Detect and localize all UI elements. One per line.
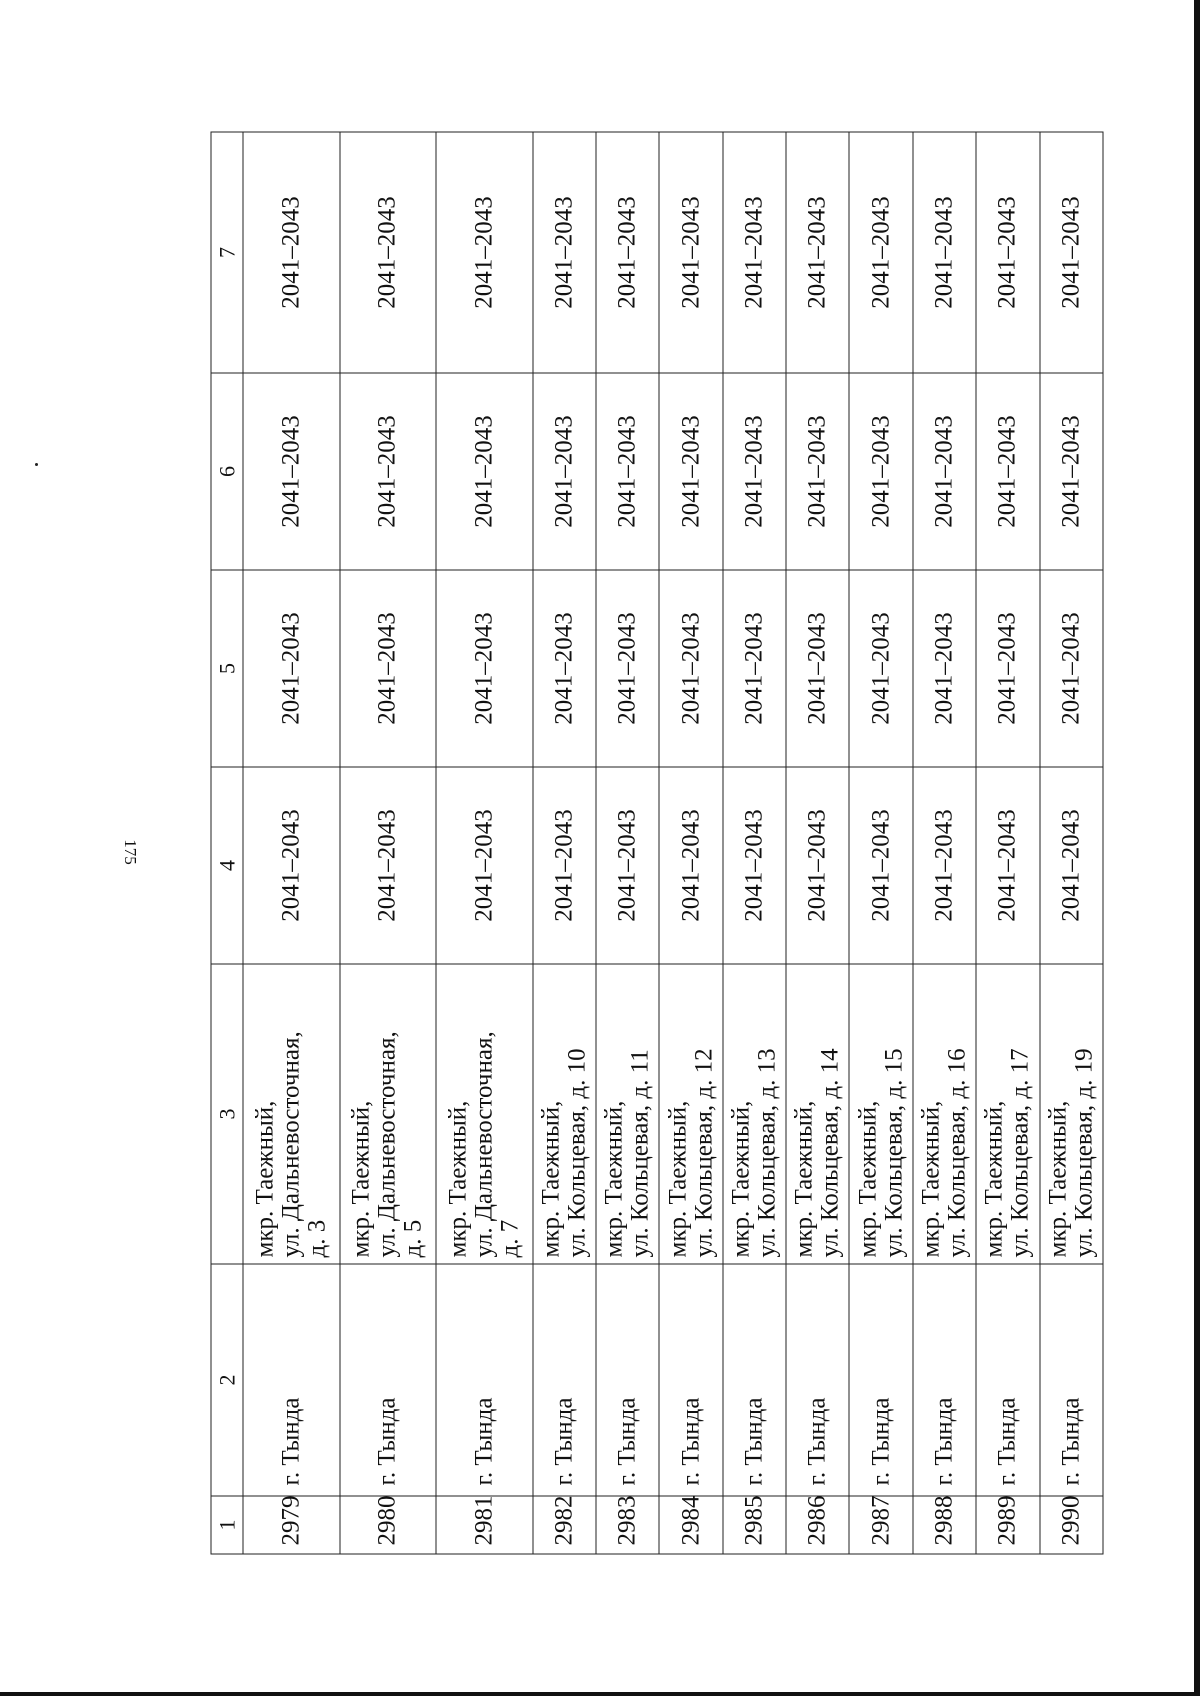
- row-number-cell: 2986: [786, 1496, 849, 1554]
- period-cell-col6: 2041–2043: [723, 373, 786, 570]
- period-cell-col6: 2041–2043: [436, 373, 533, 570]
- column-number-2: 2: [211, 1264, 243, 1496]
- period-cell-col7: 2041–2043: [340, 132, 437, 373]
- period-cell-col6: 2041–2043: [1040, 373, 1103, 570]
- column-number-5: 5: [211, 570, 243, 767]
- period-cell-col5: 2041–2043: [533, 570, 596, 767]
- period-cell-col4: 2041–2043: [1040, 767, 1103, 964]
- period-cell-col6: 2041–2043: [243, 373, 340, 570]
- row-number-cell: 2982: [533, 1496, 596, 1554]
- period-cell-col6: 2041–2043: [913, 373, 976, 570]
- period-cell-col5: 2041–2043: [976, 570, 1039, 767]
- city-cell: г. Тында: [533, 1264, 596, 1496]
- row-number-cell: 2980: [340, 1496, 437, 1554]
- period-cell-col4: 2041–2043: [849, 767, 912, 964]
- row-number-cell: 2985: [723, 1496, 786, 1554]
- row-number-cell: 2984: [659, 1496, 722, 1554]
- city-cell: г. Тында: [976, 1264, 1039, 1496]
- table-row: [723, 132, 786, 1554]
- row-number-cell: 2987: [849, 1496, 912, 1554]
- address-cell: мкр. Таежный, ул. Кольцевая, д. 13: [723, 964, 786, 1264]
- period-cell-col7: 2041–2043: [596, 132, 659, 373]
- column-number-6: 6: [211, 373, 243, 570]
- table-row: [976, 132, 1039, 1554]
- period-cell-col6: 2041–2043: [849, 373, 912, 570]
- city-cell: г. Тында: [243, 1264, 340, 1496]
- table-row: [533, 132, 596, 1554]
- period-cell-col7: 2041–2043: [659, 132, 722, 373]
- table-body: [211, 132, 1103, 1554]
- address-cell: мкр. Таежный, ул. Кольцевая, д. 11: [596, 964, 659, 1264]
- column-number-3: 3: [211, 964, 243, 1264]
- period-cell-col7: 2041–2043: [723, 132, 786, 373]
- row-number-cell: 2988: [913, 1496, 976, 1554]
- address-cell: мкр. Таежный, ул. Дальневосточная, д. 3: [243, 964, 340, 1264]
- city-cell: г. Тында: [340, 1264, 437, 1496]
- address-cell: мкр. Таежный, ул. Кольцевая, д. 19: [1040, 964, 1103, 1264]
- period-cell-col4: 2041–2043: [723, 767, 786, 964]
- period-cell-col4: 2041–2043: [913, 767, 976, 964]
- city-cell: г. Тында: [913, 1264, 976, 1496]
- period-cell-col6: 2041–2043: [340, 373, 437, 570]
- table-row: [849, 132, 912, 1554]
- period-cell-col7: 2041–2043: [976, 132, 1039, 373]
- city-cell: г. Тында: [723, 1264, 786, 1496]
- row-number-cell: 2979: [243, 1496, 340, 1554]
- table-row: [596, 132, 659, 1554]
- address-cell: мкр. Таежный, ул. Кольцевая, д. 17: [976, 964, 1039, 1264]
- period-cell-col5: 2041–2043: [786, 570, 849, 767]
- period-cell-col7: 2041–2043: [436, 132, 533, 373]
- period-cell-col7: 2041–2043: [533, 132, 596, 373]
- table-row: [659, 132, 722, 1554]
- scan-edge-right: [1194, 0, 1200, 1696]
- column-number-7: 7: [211, 132, 243, 373]
- period-cell-col5: 2041–2043: [340, 570, 437, 767]
- period-cell-col4: 2041–2043: [340, 767, 437, 964]
- period-cell-col7: 2041–2043: [786, 132, 849, 373]
- period-cell-col4: 2041–2043: [533, 767, 596, 964]
- table-row: [786, 132, 849, 1554]
- period-cell-col5: 2041–2043: [849, 570, 912, 767]
- period-cell-col6: 2041–2043: [976, 373, 1039, 570]
- period-cell-col4: 2041–2043: [596, 767, 659, 964]
- period-cell-col4: 2041–2043: [659, 767, 722, 964]
- address-cell: мкр. Таежный, ул. Кольцевая, д. 14: [786, 964, 849, 1264]
- table-row: [913, 132, 976, 1554]
- address-cell: мкр. Таежный, ул. Дальневосточная, д. 7: [436, 964, 533, 1264]
- table-row: [1040, 132, 1103, 1554]
- column-number-1: 1: [211, 1496, 243, 1554]
- rotated-table-container: [211, 132, 1104, 1554]
- period-cell-col4: 2041–2043: [436, 767, 533, 964]
- row-number-cell: 2983: [596, 1496, 659, 1554]
- period-cell-col5: 2041–2043: [1040, 570, 1103, 767]
- address-cell: мкр. Таежный, ул. Кольцевая, д. 16: [913, 964, 976, 1264]
- scan-speck: [35, 463, 38, 466]
- city-cell: г. Тында: [849, 1264, 912, 1496]
- city-cell: г. Тында: [436, 1264, 533, 1496]
- period-cell-col5: 2041–2043: [659, 570, 722, 767]
- table-row: [436, 132, 533, 1554]
- schedule-table: [211, 131, 1104, 1554]
- city-cell: г. Тында: [1040, 1264, 1103, 1496]
- period-cell-col5: 2041–2043: [596, 570, 659, 767]
- row-number-cell: 2981: [436, 1496, 533, 1554]
- period-cell-col7: 2041–2043: [243, 132, 340, 373]
- period-cell-col4: 2041–2043: [976, 767, 1039, 964]
- city-cell: г. Тында: [596, 1264, 659, 1496]
- period-cell-col6: 2041–2043: [659, 373, 722, 570]
- period-cell-col5: 2041–2043: [723, 570, 786, 767]
- city-cell: г. Тында: [659, 1264, 722, 1496]
- period-cell-col5: 2041–2043: [243, 570, 340, 767]
- period-cell-col4: 2041–2043: [786, 767, 849, 964]
- period-cell-col6: 2041–2043: [596, 373, 659, 570]
- table-row: [340, 132, 437, 1554]
- address-cell: мкр. Таежный, ул. Дальневосточная, д. 5: [340, 964, 437, 1264]
- row-number-cell: 2989: [976, 1496, 1039, 1554]
- column-number-4: 4: [211, 767, 243, 964]
- period-cell-col5: 2041–2043: [913, 570, 976, 767]
- period-cell-col6: 2041–2043: [533, 373, 596, 570]
- period-cell-col7: 2041–2043: [913, 132, 976, 373]
- address-cell: мкр. Таежный, ул. Кольцевая, д. 15: [849, 964, 912, 1264]
- address-cell: мкр. Таежный, ул. Кольцевая, д. 12: [659, 964, 722, 1264]
- scan-edge-bottom: [0, 1692, 1200, 1696]
- period-cell-col7: 2041–2043: [1040, 132, 1103, 373]
- row-number-cell: 2990: [1040, 1496, 1103, 1554]
- table-row: [243, 132, 340, 1554]
- period-cell-col5: 2041–2043: [436, 570, 533, 767]
- page-number: 175: [121, 839, 140, 865]
- period-cell-col6: 2041–2043: [786, 373, 849, 570]
- period-cell-col7: 2041–2043: [849, 132, 912, 373]
- address-cell: мкр. Таежный, ул. Кольцевая, д. 10: [533, 964, 596, 1264]
- city-cell: г. Тында: [786, 1264, 849, 1496]
- period-cell-col4: 2041–2043: [243, 767, 340, 964]
- column-number-row: [211, 132, 243, 1554]
